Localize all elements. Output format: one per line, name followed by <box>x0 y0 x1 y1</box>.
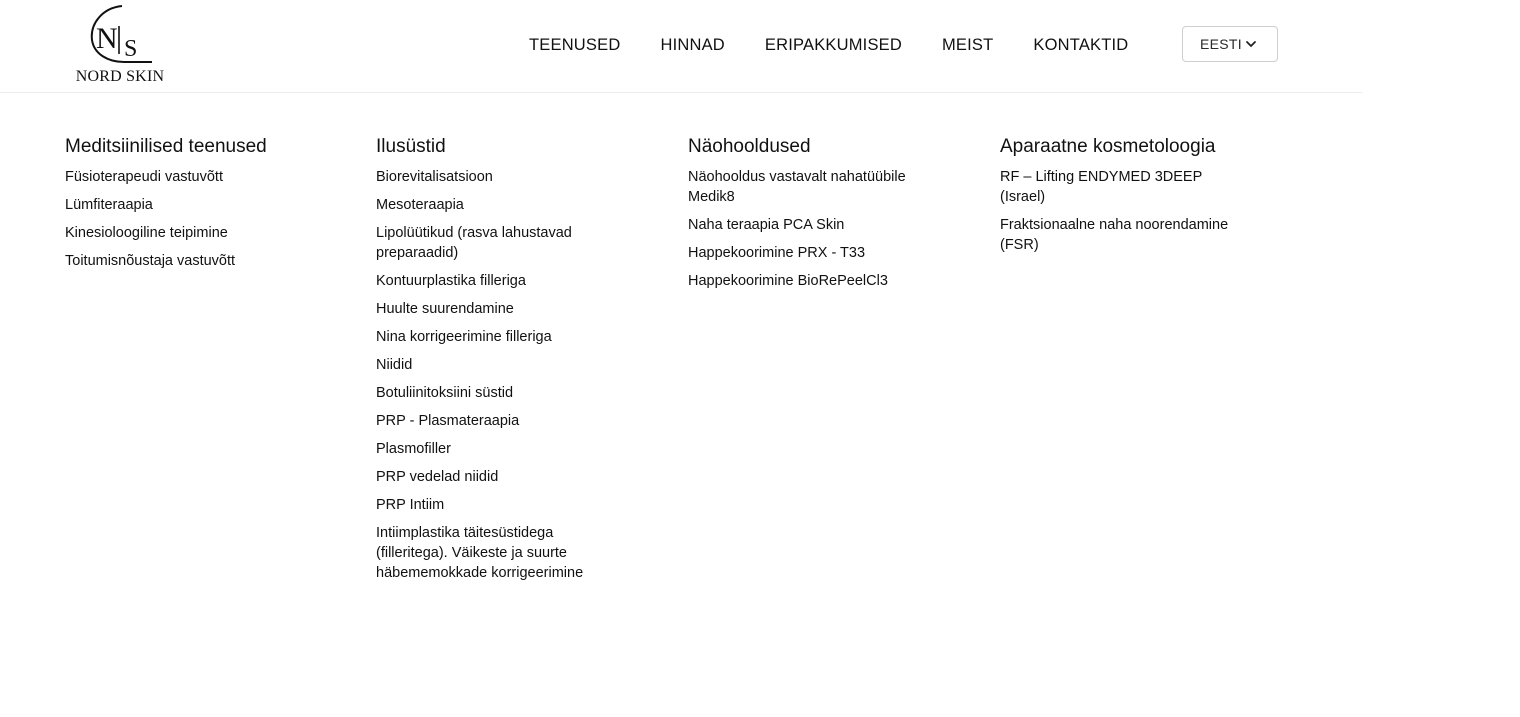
nord-skin-logo[interactable] <box>70 4 170 88</box>
menu-link[interactable]: Kontuurplastika filleriga <box>376 273 526 289</box>
menu-link-list <box>688 167 938 291</box>
menu-link[interactable]: PRP - Plasmateraapia <box>376 413 520 429</box>
menu-link[interactable]: Niidid <box>376 357 413 373</box>
language-selected-value: EESTI <box>1200 36 1242 52</box>
menu-link[interactable]: Mesoteraapia <box>376 197 464 213</box>
menu-link-list <box>1000 167 1250 255</box>
svg-text:S: S <box>124 36 138 62</box>
menu-column-naohooldused <box>688 135 938 299</box>
menu-link[interactable]: PRP vedelad niidid <box>376 469 499 485</box>
nav-eripakkumised[interactable]: ERIPAKKUMISED <box>764 36 902 54</box>
menu-link[interactable]: Huulte suurendamine <box>376 301 514 317</box>
menu-link[interactable]: Happekoorimine PRX - T33 <box>688 245 866 261</box>
main-nav <box>509 30 1148 60</box>
menu-link[interactable]: RF – Lifting ENDYMED 3DEEP (Israel) <box>1000 169 1202 205</box>
column-title: Näohooldused <box>688 136 811 157</box>
menu-link[interactable]: Füsioterapeudi vastuvõtt <box>65 169 223 185</box>
menu-link[interactable]: Botuliinitoksiini süstid <box>376 385 514 401</box>
menu-column-aparaatne <box>1000 135 1250 263</box>
logo-wordmark: NORD SKIN <box>75 68 165 85</box>
menu-column-meditsiinilised <box>65 135 315 279</box>
site-header <box>0 0 1362 93</box>
svg-text:N: N <box>96 22 118 55</box>
menu-link-list <box>376 167 626 583</box>
chevron-down-icon <box>1245 39 1257 49</box>
menu-link[interactable]: Happekoorimine BioRePeelCl3 <box>688 273 888 289</box>
menu-link[interactable]: Plasmofiller <box>376 441 451 457</box>
menu-column-ilususteid <box>376 135 626 591</box>
menu-link[interactable]: Lipolüütikud (rasva lahustavad preparaadid) <box>376 225 572 261</box>
menu-link[interactable]: Biorevitalisatsioon <box>376 169 493 185</box>
ns-monogram-icon <box>84 4 156 66</box>
column-title: Aparaatne kosmetoloogia <box>1000 136 1216 157</box>
nav-kontaktid[interactable]: KONTAKTID <box>1033 36 1129 54</box>
menu-link[interactable]: Näohooldus vastavalt nahatüübile Medik8 <box>688 169 906 205</box>
language-select[interactable] <box>1182 26 1278 62</box>
menu-link[interactable]: Nina korrigeerimine filleriga <box>376 329 552 345</box>
menu-link[interactable]: Fraktsionaalne naha noorendamine (FSR) <box>1000 217 1229 253</box>
menu-link[interactable]: PRP Intiim <box>376 497 445 513</box>
menu-link[interactable]: Kinesioloogiline teipimine <box>65 225 228 241</box>
nav-hinnad[interactable]: HINNAD <box>660 36 725 54</box>
menu-link-list <box>65 167 315 271</box>
menu-link[interactable]: Toitumisnõustaja vastuvõtt <box>65 253 236 269</box>
menu-link[interactable]: Intiimplastika täitesüstidega (filleritega). Väikeste ja suurte häbememokkade korrigeerimine <box>376 525 584 581</box>
column-title: Ilusüstid <box>376 136 446 157</box>
nav-teenused[interactable]: TEENUSED <box>529 36 621 54</box>
menu-link[interactable]: Naha teraapia PCA Skin <box>688 217 845 233</box>
nav-meist[interactable]: MEIST <box>941 36 994 54</box>
column-title: Meditsiinilised teenused <box>65 136 267 157</box>
menu-link[interactable]: Lümfiteraapia <box>65 197 153 213</box>
